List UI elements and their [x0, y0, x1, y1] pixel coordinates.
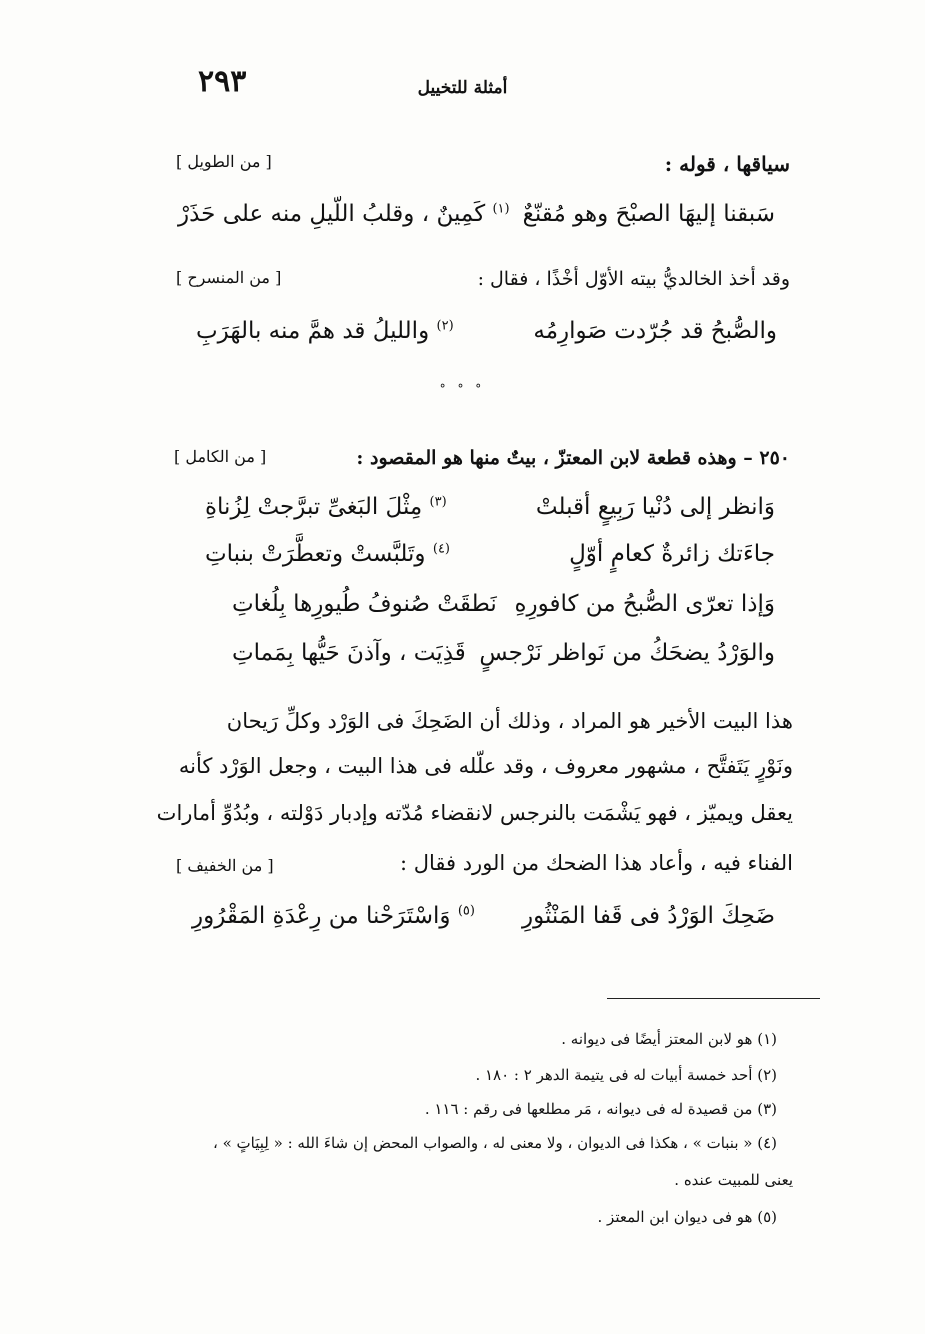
footnote-marker: (١) — [492, 201, 510, 217]
meter-label-2: [ من المنسرح ] — [176, 268, 282, 287]
verse-4-hemistich-2-text: وتَلبَّستْ وتعطَّرَتْ بنباتِ — [205, 541, 426, 567]
footnote-5: (٥) هو فى ديوان ابن المعتز . — [597, 1208, 777, 1226]
footnote-2: (٢) أحد خمسة أبيات له فى يتيمة الدهر ٢ : ١٨٠ . — [475, 1066, 777, 1084]
meter-label-4: [ من الخفيف ] — [176, 856, 274, 875]
verse-7-hemistich-2-text: وَاسْتَرَحْنا من رِعْدَةِ المَقْرُورِ — [192, 903, 451, 929]
meter-label: [ من الطويل ] — [176, 152, 272, 171]
meter-label-3: [ من الكامل ] — [174, 447, 267, 466]
prose-line-1: هذا البيت الأخير هو المراد ، وذلك أن الضَحِكَ فى الوَرْد وكلِّ رَيحان — [226, 709, 793, 733]
entry-heading: ٢٥٠ – وهذه قطعة لابن المعتزّ ، بيتٌ منها هو المقصود : — [356, 447, 790, 469]
footnote-marker: (٥) — [457, 903, 475, 919]
section-separator: ° ° ° — [439, 382, 486, 396]
verse-3-hemistich-1: وَانظر إلى دُنْيا رَبِيعٍ أقبلتْ — [535, 494, 775, 520]
verse-7-hemistich-2 — [192, 903, 475, 929]
verse-6-hemistich-2: قَذِيَت ، وآذنَ حَيُّها بِمَماتِ — [232, 640, 466, 666]
footnote-3: (٣) من قصيدة له فى ديوانه ، مَر مطلعها فى رقم : ١١٦ . — [424, 1100, 777, 1118]
footnote-marker: (٤) — [432, 541, 450, 557]
verse-3-hemistich-2-text: مِثْلَ البَغىِّ تبرَّجتْ لِزُناةِ — [205, 494, 423, 520]
verse-3-hemistich-2 — [205, 494, 447, 520]
verse-4-hemistich-2 — [205, 541, 450, 567]
intro-line: سياقها ، قوله : — [664, 152, 790, 176]
verse-2-hemistich-1: والصُّبحُ قد جُرّدت صَوارِمُه — [533, 318, 777, 344]
footnote-marker: (٢) — [436, 318, 454, 334]
verse-5-hemistich-2: نَطقَتْ صُنوفُ طُيورِها بِلُغاتِ — [232, 591, 497, 617]
verse-7-hemistich-1: ضَحِكَ الوَرْدُ فى قَفا المَنْثُورِ — [522, 903, 775, 929]
verse-5-hemistich-1: وَإذا تعرّى الصُّبحُ من كافورِهِ — [514, 591, 775, 617]
verse-2-hemistich-2-text: والليلُ قد همَّ منه بالهَرَبِ — [196, 318, 430, 344]
footnote-1: (١) هو لابن المعتز أيضًا فى ديوانه . — [561, 1030, 777, 1048]
page-number: ٢٩٣ — [198, 64, 247, 99]
prose-line-2: ونَوْرٍ يَتَفتَّح ، مشهور معروف ، وقد علّله فى هذا البيت ، وجعل الوَرْد كأنه — [178, 754, 793, 778]
verse-1-hemistich-2 — [178, 201, 510, 227]
footnote-marker: (٣) — [429, 494, 447, 510]
footnote-4: (٤) « بنبات » ، هكذا فى الديوان ، ولا معنى له ، والصواب المحض إن شاءَ الله : « لِبِيَاتٍ » ، — [213, 1134, 777, 1152]
prose-line-4: الفناء فيه ، وأعاد هذا الضحك من الورد فقال : — [399, 851, 793, 875]
footnote-4-continued: يعنى للمبيت عنده . — [674, 1171, 793, 1189]
verse-4-hemistich-1: جاءَتك زائرةٌ كعامٍ أوّلٍ — [569, 541, 775, 567]
verse-1-hemistich-2-text: كَمِينٌ ، وقلبُ اللّيلِ منه على حَذَرْ — [178, 201, 486, 227]
verse-2-hemistich-2 — [196, 318, 454, 344]
prose-line-3: يعقل ويميّز ، فهو يَشْمَت بالنرجس لانقضاء مُدّته وإدبار دَوْلته ، وبُدُوِّ أمارات — [156, 801, 793, 825]
verse-1-hemistich-1: سَبقنا إليهَا الصبْحَ وهو مُقنّعٌ — [522, 201, 775, 227]
intro-line-2: وقد أخذ الخالديُّ بيته الأوّل أخْذًا ، فقال : — [477, 268, 790, 290]
footnote-rule — [607, 998, 820, 999]
verse-6-hemistich-1: والوَرْدُ يضحَكُ من نَواظر نَرْجسٍ — [479, 640, 775, 666]
running-title: أمثلة للتخييل — [417, 78, 508, 98]
